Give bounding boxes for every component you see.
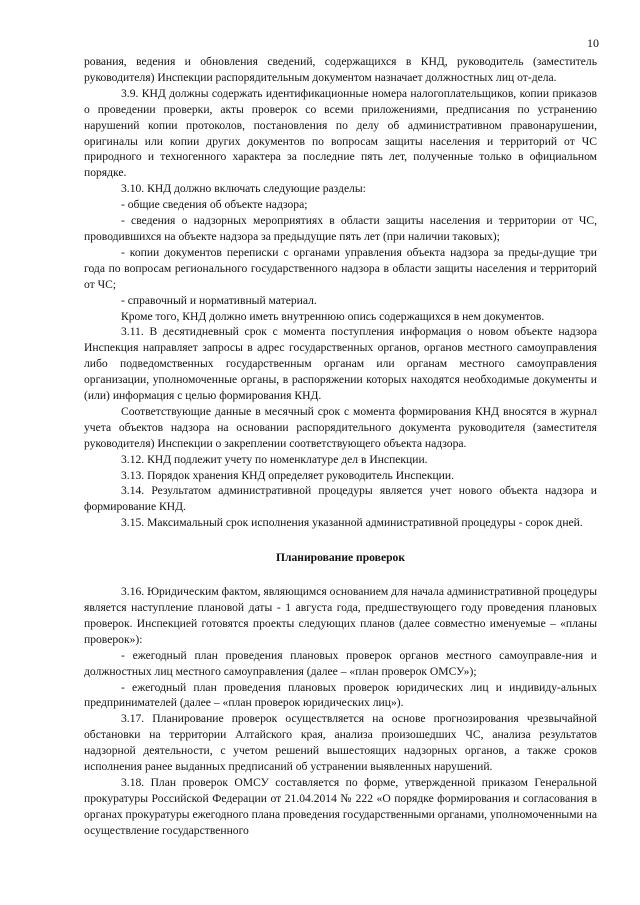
section-title: Планирование проверок (275, 551, 406, 565)
paragraph-3-12: 3.12. КНД подлежит учету по номенклатуре дел в Инспекции. (121, 452, 428, 466)
paragraph-inventory: Кроме того, КНД должно иметь внутреннюю опись содержащихся в нем документов. (121, 309, 545, 323)
paragraph-3-11: 3.11. В десятидневный срок с момента поступления информация о новом объекте надзора Инспекция направляет запросы в адрес государственных органов, органов местного самоуправления либо подведомственных государственным органам или органам местного самоуправления организации, уполномоченные органы, в распоряжении которых находятся необходимые документы и (или) информация с целью формирования КНД. (84, 325, 597, 403)
list-item: - копии документов переписки с органами управления объекта надзора за преды-дущие три года по вопросам регионального государственного надзора в области защиты населения и территорий от ЧС; (84, 245, 597, 291)
list-item: - общие сведения об объекте надзора; (121, 198, 308, 212)
paragraph-3-17: 3.17. Планирование проверок осуществляется на основе прогнозирования чрезвычайной обстановки на территории Алтайского края, анализа произошедших ЧС, анализа результатов надзорной деятельности, с учетом решений вышестоящих надзорных органов, а также сроков исполнения ранее выданных предписаний об устранении выявленных нарушений. (84, 712, 597, 774)
paragraph-3-13: 3.13. Порядок хранения КНД определяет руководитель Инспекции. (121, 468, 454, 482)
document-body (84, 54, 597, 839)
paragraph-3-15: 3.15. Максимальный срок исполнения указанной административной процедуры - сорок дней. (121, 516, 583, 530)
list-item: - ежегодный план проведения плановых проверок юридических лиц и индивиду-альных предпринимателей (далее – «план проверок юридических лиц»). (84, 680, 597, 710)
list-item: - сведения о надзорных мероприятиях в области защиты населения и территории от ЧС, проводившихся на объекте надзора за предыдущие пять лет (при наличии таковых); (84, 214, 597, 243)
paragraph-3-16: 3.16. Юридическим фактом, являющимся основанием для начала административной процедуры является наступление плановой даты - 1 августа года, предшествующего году проведения плановых проверок. Инспекцией готовятся проекты следующих планов (далее совместно именуемые – «планы проверок»): (84, 585, 597, 646)
paragraph-journal: Соответствующие данные в месячный срок с момента формирования КНД вносятся в журнал учета объектов надзора на основании распорядительного документа руководителя (заместителя руководителя) Инспекции о закреплении соответствующего объекта надзора. (84, 404, 597, 450)
paragraph-3-9: 3.9. КНД должны содержать идентификационные номера налогоплательщиков, копии приказов о проведении проверки, акты проверок со всеми приложениями, предписания по устранению нарушений копии протоколов, постановления по делу об административном правонарушении, оригиналы или копии других документов по вопросам защиты населения и территорий от ЧС природного и техногенного характера за последние пять лет, полученные только в официальном порядке. (84, 86, 597, 180)
paragraph-3-10: 3.10. КНД должно включать следующие разделы: (121, 182, 366, 196)
paragraph-3-14: 3.14. Результатом административной процедуры является учет нового объекта надзора и формирование КНД. (84, 484, 597, 514)
page-number: 10 (587, 36, 599, 50)
list-item: - ежегодный план проведения плановых проверок органов местного самоуправле-ния и должностных лиц местного самоуправления (далее – «план проверок ОМСУ»); (84, 648, 597, 678)
list-item: - справочный и нормативный материал. (121, 293, 317, 307)
paragraph-3-18: 3.18. План проверок ОМСУ составляется по форме, утвержденной приказом Генеральной прокуратуры Российской Федерации от 21.04.2014 № 222 «О порядке формирования и согласования в органах прокуратуры ежегодного плана проведения государственными органами, уполномоченными на осуществление государственного (84, 775, 597, 837)
paragraph-continuation: рования, ведения и обновления сведений, содержащихся в КНД, руководитель (заместитель руководителя) Инспекции распорядительным документом назначает должностных лиц от-дела. (84, 55, 597, 84)
